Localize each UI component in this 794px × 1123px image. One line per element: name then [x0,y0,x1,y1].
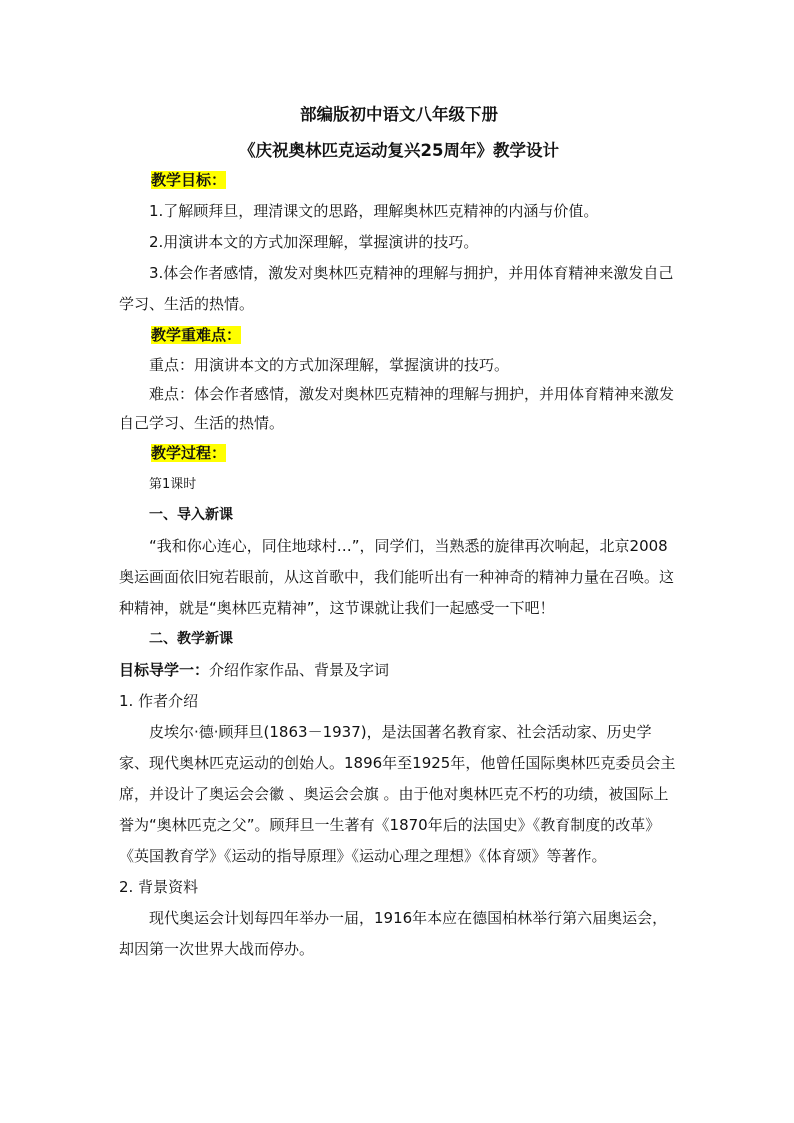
key-point-difficulty: 难点：体会作者感情，激发对奥林匹克精神的理解与拥护，并用体育精神来激发自己学习、生活的热情。 [119,385,675,432]
guide-text: 介绍作家作品、背景及字词 [209,661,390,679]
document-body [119,104,679,965]
lesson-label: 第1课时 [149,477,197,492]
objectives-heading-label: 教学目标： [151,171,227,189]
item2-text: 现代奥运会计划每四年举办一届，1916年本应在德国柏林举行第六届奥运会，却因第一次世界大战而停办。 [119,909,668,958]
objectives-heading [119,165,679,196]
objective-item-2: 2.用演讲本文的方式加深理解，掌握演讲的技巧。 [149,233,479,251]
section1-text: “我和你心连心，同住地球村…”，同学们，当熟悉的旋律再次响起，北京2008奥运画面依旧宛若眼前，从这首歌中，我们能听出有一种神奇的精神力量在召唤。这种精神，就是“奥林匹克精神”，这节课就让我们一起感受一下吧！ [119,537,675,617]
objective-item-1: 1.了解顾拜旦，理清课文的思路，理解奥林匹克精神的内涵与价值。 [149,202,599,220]
item1-text: 皮埃尔·德·顾拜旦(1863－1937)，是法国著名教育家、社会活动家、历史学家、现代奥林匹克运动的创始人。1896年至1925年，他曾任国际奥林匹克委员会主席，并设计了奥运会会徽 、奥运会会旗 。由于他对奥林匹克不朽的功绩，被国际上誉为“奥林匹克之父”。顾拜旦一生著有《1870年后的法国史》《教育制度的改革》《英国教育学》《运动的指导原理》《运动心理之理想》《体育颂》等著作。 [119,723,676,865]
guide-label: 目标导学一： [119,661,210,679]
section1-title: 一、导入新课 [149,507,233,523]
section2-title: 二、教学新课 [149,631,233,647]
key-points-heading [119,320,679,351]
key-points-heading-label: 教学重难点： [151,326,242,344]
process-heading-label: 教学过程： [151,444,227,462]
key-point-focus: 重点：用演讲本文的方式加深理解，掌握演讲的技巧。 [149,356,510,374]
item2-title: 2. 背景资料 [119,878,199,896]
document-title-line2: 《庆祝奥林匹克运动复兴25周年》教学设计 [239,141,559,160]
item1-title: 1. 作者介绍 [119,692,199,710]
process-heading [119,438,679,469]
guide-line [119,655,679,686]
objective-item-3: 3.体会作者感情，激发对奥林匹克精神的理解与拥护，并用体育精神来激发自己学习、生活的热情。 [119,264,674,313]
document-title-line1: 部编版初中语文八年级下册 [300,105,498,124]
